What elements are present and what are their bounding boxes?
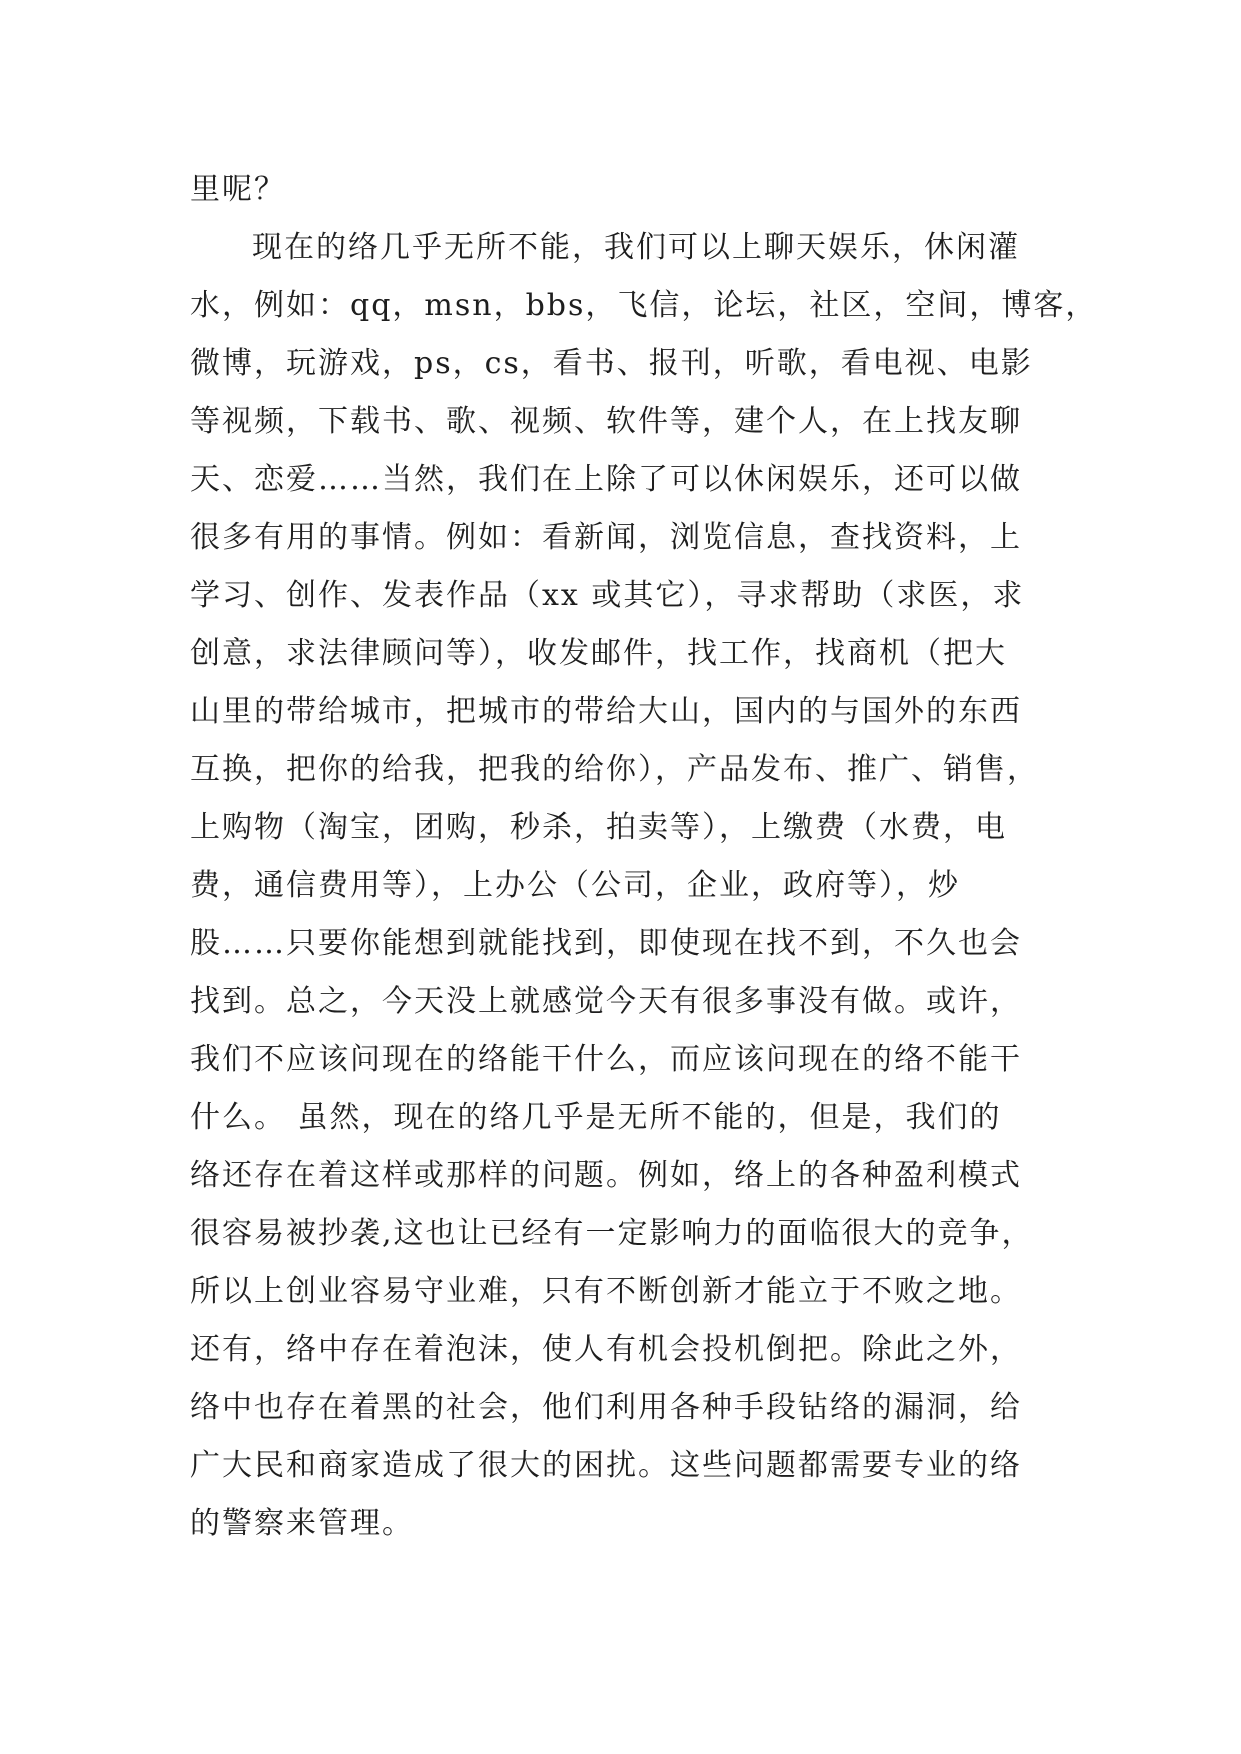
text-line: 我们不应该问现在的络能干什么，而应该问现在的络不能干	[190, 1042, 1022, 1077]
text-line: 创意，求法律顾问等），收发邮件，找工作，找商机（把大	[190, 636, 1007, 671]
text-line: 互换，把你的给我，把我的给你），产品发布、推广、销售，	[190, 752, 1039, 787]
text-line: 微博，玩游戏，ps，cs，看书、报刊，听歌，看电视、电影	[190, 346, 1033, 381]
text-line: 络还存在着这样或那样的问题。例如，络上的各种盈利模式	[190, 1158, 1022, 1193]
text-line: 广大民和商家造成了很大的困扰。这些问题都需要专业的络	[190, 1448, 1022, 1483]
text-line: 很多有用的事情。例如：看新闻，浏览信息，查找资料，上	[190, 520, 1022, 555]
text-line: 费，通信费用等），上办公（公司，企业，政府等），炒	[190, 868, 960, 903]
text-line: 学习、创作、发表作品（xx 或其它），寻求帮助（求医，求	[190, 578, 1025, 613]
text-line: 很容易被抄袭,这也让已经有一定影响力的面临很大的竞争，	[190, 1216, 1034, 1251]
text-line: 什么。 虽然，现在的络几乎是无所不能的，但是，我们的	[190, 1100, 1002, 1135]
text-line: 还有，络中存在着泡沫，使人有机会投机倒把。除此之外，	[190, 1332, 1022, 1367]
text-line: 找到。总之，今天没上就感觉今天有很多事没有做。或许，	[190, 984, 1022, 1019]
text-line: 络中也存在着黑的社会，他们利用各种手段钻络的漏洞，给	[190, 1390, 1022, 1425]
text-line: 山里的带给城市，把城市的带给大山，国内的与国外的东西	[190, 694, 1022, 729]
text-line: 股……只要你能想到就能找到，即使现在找不到，不久也会	[190, 926, 1022, 961]
paragraph-first-line: 现在的络几乎无所不能，我们可以上聊天娱乐，休闲灌	[252, 230, 1020, 265]
text-line: 上购物（淘宝，团购，秒杀，拍卖等），上缴费（水费，电	[190, 810, 1007, 845]
text-line: 的警察来管理。	[190, 1506, 414, 1541]
text-line: 水，例如：qq，msn，bbs，飞信，论坛，社区，空间，博客，	[190, 288, 1098, 323]
text-line: 天、恋爱……当然，我们在上除了可以休闲娱乐，还可以做	[190, 462, 1022, 497]
document-body	[190, 161, 1098, 1553]
text-line: 里呢？	[190, 172, 286, 207]
text-line: 等视频，下载书、歌、视频、软件等，建个人，在上找友聊	[190, 404, 1022, 439]
text-line: 所以上创业容易守业难，只有不断创新才能立于不败之地。	[190, 1274, 1022, 1309]
